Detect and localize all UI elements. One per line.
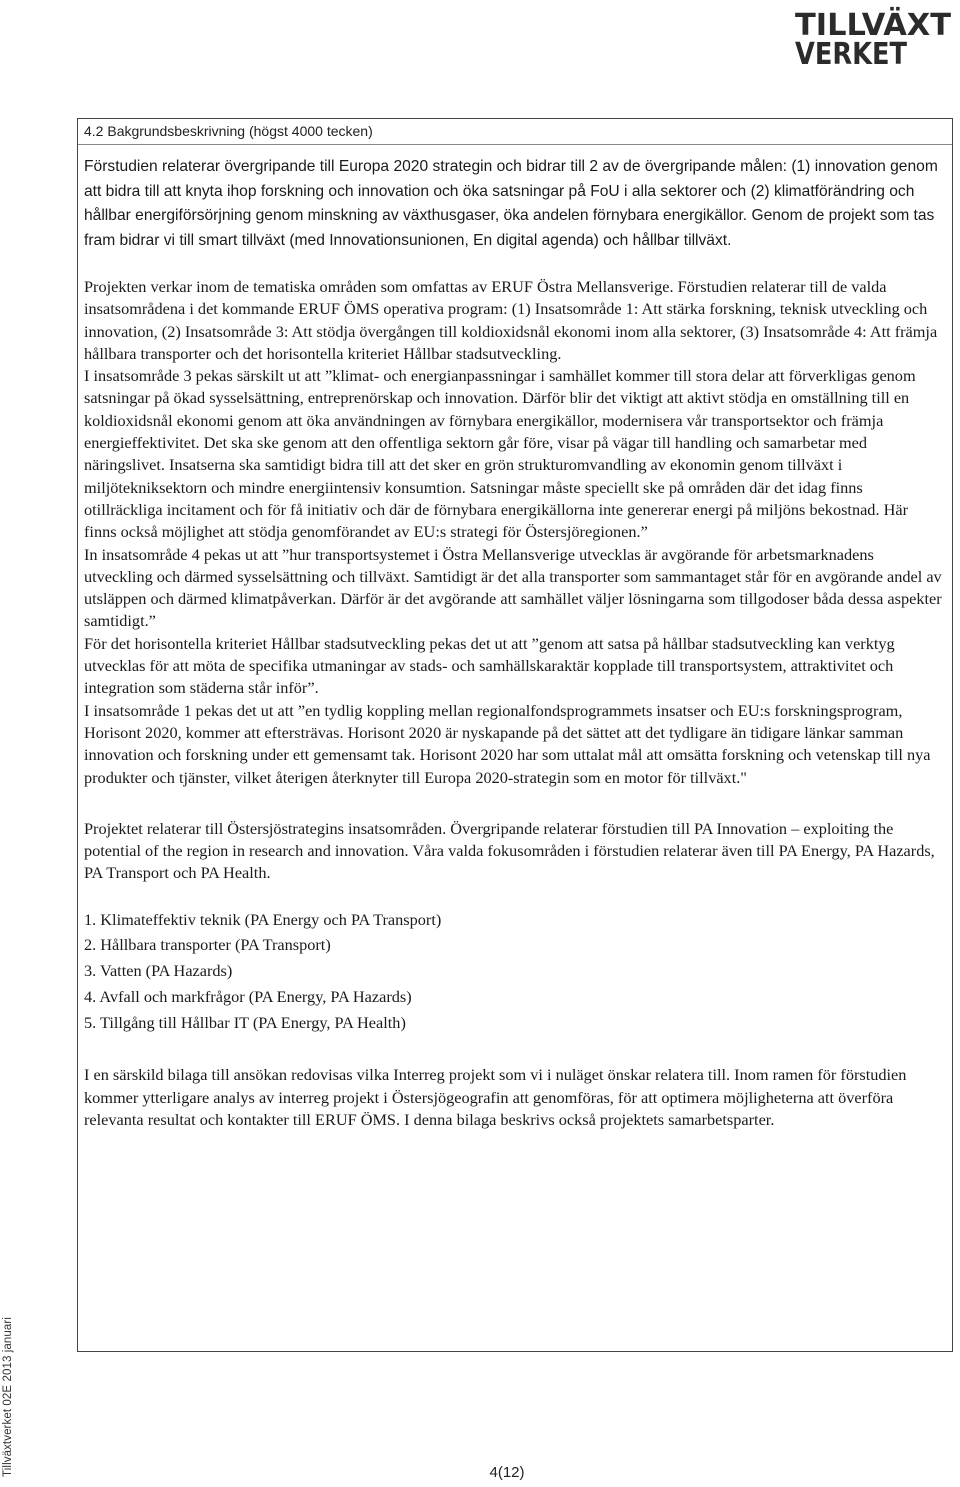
paragraph-themes: Projekten verkar inom de tematiska områden som omfattas av ERUF Östra Mellansverige. Förstudien relaterar till de valda insatsområdena i det kommande ERUF ÖMS operativa program: (1) Insatsområde 1: Att stärka forskning, teknisk utveckling och innovation, (2) Insatsområde 3: Att stödja övergången till koldioxidsnål ekonomi inom alla sektorer, (3) Insatsområde 4: Att främja hållbara transporter och det horisontella kriteriet Hållbar stadsutveckling. [84, 277, 938, 363]
paragraph-insatsomrade-3: I insatsområde 3 pekas särskilt ut att ”klimat- och energianpassningar i samhället kommer till stora delar att förverkligas genom satsningar på ökad sysselsättning, entreprenörskap och innovation. Därför blir det viktigt att aktivt stödja en omställning till en koldioxidsnål ekonomi genom att öka användningen av förnybara energikällor, modernisera vår transportsektor och främja energieffektivitet. Det ska ske genom att den offentliga sektorn går före, visar på vägar till handling och samarbetar med näringslivet. Insatserna ska samtidigt bidra till att det sker en grön strukturomvandling av ekonomin genom tillväxt i miljötekniksektorn och mindre energiintensiv konsumtion. Satsningar måste speciellt ske på områden där det idag finns otillräckliga incitament och för få initiativ och där de förnybara energikällorna inte genererar energi på miljöns bekostnad. Här finns också möjlighet att stödja genomförandet av EU:s strategi för Östersjöregionen.” [84, 366, 916, 542]
list-item: 3. Vatten (PA Hazards) [84, 961, 233, 981]
section-heading: 4.2 Bakgrundsbeskrivning (högst 4000 tecken) [78, 119, 952, 145]
logo-line-1: TILLVÄXT [795, 8, 949, 43]
paragraph-interreg: I en särskild bilaga till ansökan redovisas vilka Interreg projekt som vi i nuläget önskar relatera till. Inom ramen för förstudien kommer ytterligare analys av interreg projekt i Östersjögeografin att genomföras, för att optimera möjligheterna att överföra relevanta resultat och kontakter till ERUF ÖMS. I denna bilaga beskrivs också projektets samarbetsparter. [84, 1065, 907, 1129]
background-section [77, 118, 953, 1352]
logo-line-2: VERKET [795, 37, 908, 68]
list-item: 1. Klimateffektiv teknik (PA Energy och PA Transport) [84, 909, 442, 929]
page-number-text: 4(12) [489, 1464, 525, 1481]
list-item: 4. Avfall och markfrågor (PA Energy, PA Hazards) [84, 986, 412, 1006]
list-item: 5. Tillgång till Hållbar IT (PA Energy, PA Health) [84, 1012, 406, 1032]
paragraph-horizontal-criterion: För det horisontella kriteriet Hållbar stadsutveckling pekas det ut att ”genom att satsa på hållbar stadsutveckling kan verktyg utvecklas för att möta de specifika utmaningar av stads- och samhällskaraktär kopplade till transportsystem, attraktivitet och integration som städerna står inför”. [84, 633, 895, 698]
section-content [84, 155, 944, 1131]
paragraph-baltic-strategy: Projektet relaterar till Östersjöstrategins insatsområden. Övergripande relaterar förstudien till PA Innovation – exploiting the potential of the region in research and innovation. Våra valda fokusområden i förstudien relaterar även till PA Energy, PA Hazards, PA Transport och PA Health. [84, 818, 935, 883]
paragraph-insatsomrade-4: In insatsområde 4 pekas ut att ”hur transportsystemet i Östra Mellansverige utvecklas är avgörande för arbetsmarknadens utveckling och därmed sysselsättning och tillväxt. Samtidigt är det alla transporter som sammantaget står för en avgörande andel av utsläppen och därmed klimatpåverkan. Därför är det avgörande att samhället väljer lösningarna som tillgodoser båda dessa aspekter samtidigt.” [84, 544, 942, 631]
list-item: 2. Hållbara transporter (PA Transport) [84, 935, 331, 955]
page-number [0, 1464, 960, 1481]
tillvaxtverket-logo [794, 6, 954, 68]
form-version-label: Tillväxtverket 02E 2013 januari [2, 1317, 14, 1477]
paragraph-insatsomrade-1: I insatsområde 1 pekas det ut att ”en tydlig koppling mellan regionalfondsprogrammets insatser och EU:s forskningsprogram, Horisont 2020, kommer att eftersträvas. Horisont 2020 är nyskapande på det sättet att det tydligare än tidigare länkar samman innovation och forskning under ett gemensamt tak. Horisont 2020 har som uttalat mål att omsätta forskning och vetenskap till nya produkter och tjänster, vilket återigen återknyter till Europa 2020-strategin som en motor för tillväxt." [84, 700, 931, 787]
intro-paragraph: Förstudien relaterar övergripande till Europa 2020 strategin och bidrar till 2 av de övergripande målen: (1) innovation genom att bidra till att knyta ihop forskning och innovation och öka satsningar på FoU i alla sektorer och (2) klimatförändring och hållbar energiförsörjning genom minskning av växthusgaser, öka andelen förnybara energikällor. Genom de projekt som tas fram bidrar vi till smart tillväxt (med Innovationsunionen, En digital agenda) och hållbar tillväxt. [84, 158, 938, 249]
focus-area-list [84, 907, 944, 1036]
